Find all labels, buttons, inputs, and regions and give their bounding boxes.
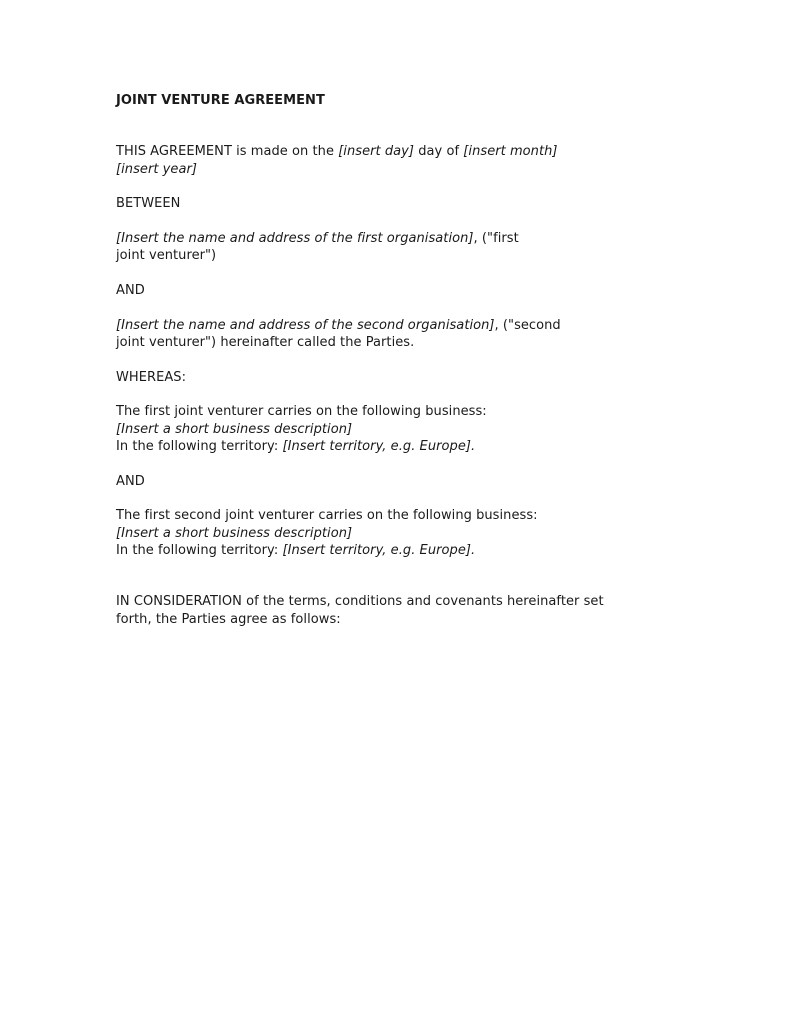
recital1-territory-prefix: In the following territory: (116, 439, 283, 454)
party2-suffix: , ("second (494, 317, 561, 333)
intro-prefix: THIS AGREEMENT is made on the (116, 144, 339, 160)
party1-suffix-line2: joint venturer") (116, 248, 217, 264)
party2-paragraph (116, 317, 676, 352)
consideration-line1: IN CONSIDERATION of the terms, conditions and covenants hereinafter set (116, 594, 604, 610)
intro-paragraph (116, 143, 676, 178)
party1-paragraph (116, 230, 676, 265)
consideration-paragraph (116, 593, 676, 628)
consideration-line2: forth, the Parties agree as follows: (116, 611, 341, 627)
party2-suffix-line2: joint venturer") hereinafter called the Parties. (116, 335, 415, 350)
recital1-business-placeholder: [Insert a short business description] (116, 421, 353, 437)
and-label-2: AND (116, 473, 145, 489)
party1-placeholder: [Insert the name and address of the first organisation] (116, 231, 474, 246)
year-placeholder: [insert year] (116, 161, 197, 177)
document-title: JOINT VENTURE AGREEMENT (116, 93, 325, 108)
recital2-territory-prefix: In the following territory: (116, 543, 283, 558)
day-placeholder: [insert day] (338, 144, 415, 160)
recital2-paragraph (116, 507, 676, 559)
party1-suffix: , ("first (473, 231, 519, 246)
recital2-line1: The first second joint venturer carries on the following business: (116, 508, 538, 524)
recital1-paragraph (116, 403, 676, 455)
document-page (116, 92, 676, 645)
recital1-territory-placeholder: [Insert territory, e.g. Europe]. (282, 439, 476, 454)
month-placeholder: [insert month] (463, 144, 558, 160)
recital1-line1: The first joint venturer carries on the following business: (116, 404, 487, 420)
between-label: BETWEEN (116, 196, 181, 212)
recital2-business-placeholder: [Insert a short business description] (116, 525, 353, 541)
and-label-1: AND (116, 283, 145, 298)
intro-mid: day of (414, 144, 464, 160)
whereas-label: WHEREAS: (116, 369, 187, 385)
party2-placeholder: [Insert the name and address of the second organisation] (116, 317, 495, 333)
recital2-territory-placeholder: [Insert territory, e.g. Europe]. (282, 543, 476, 558)
